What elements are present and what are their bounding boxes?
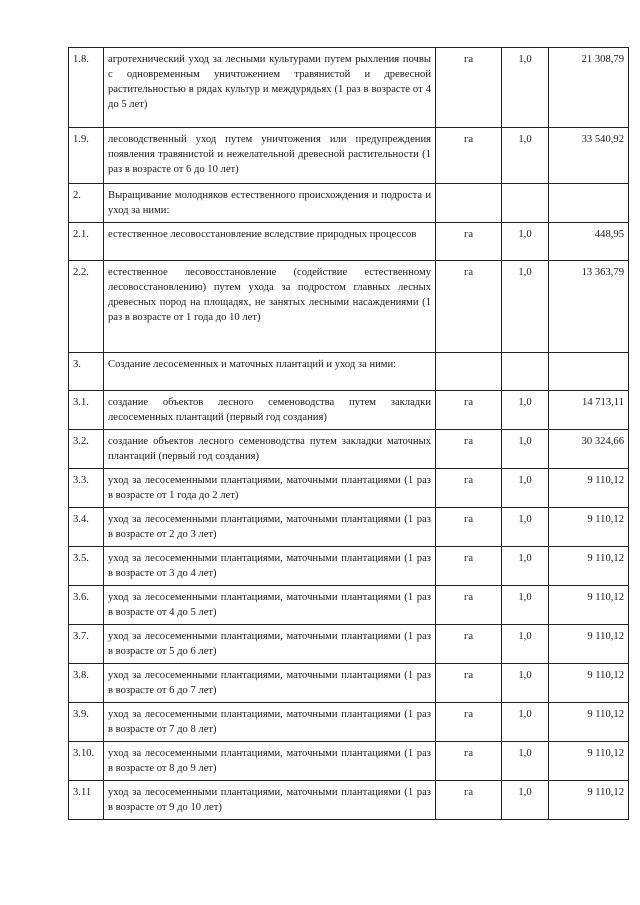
row-unit-cell: га	[436, 703, 502, 742]
row-price-cell	[549, 184, 629, 223]
table-row	[69, 742, 629, 781]
row-quantity-cell: 1,0	[502, 430, 549, 469]
row-description-cell: создание объектов лесного семеноводства путем закладки лесосеменных плантаций (первый год создания)	[104, 391, 436, 430]
row-unit-cell: га	[436, 547, 502, 586]
row-description-cell: лесоводственный уход путем уничтожения или предупреждения появления травянистой и нежелательной древесной растительности (1 раз в возрасте от 6 до 10 лет)	[104, 128, 436, 184]
row-quantity-cell: 1,0	[502, 261, 549, 353]
row-quantity-cell: 1,0	[502, 391, 549, 430]
row-price-cell: 9 110,12	[549, 586, 629, 625]
row-unit-cell: га	[436, 48, 502, 128]
row-price-cell: 33 540,92	[549, 128, 629, 184]
row-unit-cell	[436, 184, 502, 223]
rates-table	[68, 47, 629, 820]
row-number-cell: 3.1.	[69, 391, 104, 430]
row-price-cell: 9 110,12	[549, 508, 629, 547]
row-quantity-cell: 1,0	[502, 742, 549, 781]
row-price-cell: 9 110,12	[549, 742, 629, 781]
row-number-cell: 3.7.	[69, 625, 104, 664]
row-description-cell: уход за лесосеменными плантациями, маточными плантациями (1 раз в возрасте от 5 до 6 лет)	[104, 625, 436, 664]
row-description-cell: уход за лесосеменными плантациями, маточными плантациями (1 раз в возрасте от 3 до 4 лет)	[104, 547, 436, 586]
row-unit-cell: га	[436, 223, 502, 261]
row-quantity-cell: 1,0	[502, 223, 549, 261]
row-description-cell: уход за лесосеменными плантациями, маточными плантациями (1 раз в возрасте от 9 до 10 лет)	[104, 781, 436, 820]
table-row	[69, 469, 629, 508]
row-quantity-cell: 1,0	[502, 508, 549, 547]
rates-table-body	[69, 48, 629, 820]
row-quantity-cell: 1,0	[502, 586, 549, 625]
row-price-cell: 9 110,12	[549, 703, 629, 742]
table-row	[69, 353, 629, 391]
row-price-cell: 9 110,12	[549, 781, 629, 820]
table-row	[69, 430, 629, 469]
row-quantity-cell: 1,0	[502, 781, 549, 820]
row-number-cell: 3.5.	[69, 547, 104, 586]
row-unit-cell: га	[436, 742, 502, 781]
row-price-cell: 9 110,12	[549, 664, 629, 703]
row-quantity-cell: 1,0	[502, 128, 549, 184]
table-row	[69, 261, 629, 353]
row-unit-cell	[436, 353, 502, 391]
row-quantity-cell	[502, 353, 549, 391]
row-quantity-cell: 1,0	[502, 625, 549, 664]
row-description-cell: уход за лесосеменными плантациями, маточными плантациями (1 раз в возрасте от 2 до 3 лет)	[104, 508, 436, 547]
row-description-cell: Создание лесосеменных и маточных плантаций и уход за ними:	[104, 353, 436, 391]
row-description-cell: агротехнический уход за лесными культурами путем рыхления почвы с одновременным уничтожением травянистой и древесной растительностью в рядах культур и междурядьях (1 раз в возрасте от 4 до 5 лет)	[104, 48, 436, 128]
row-description-cell: уход за лесосеменными плантациями, маточными плантациями (1 раз в возрасте от 6 до 7 лет)	[104, 664, 436, 703]
table-row	[69, 703, 629, 742]
table-row	[69, 547, 629, 586]
row-number-cell: 3.10.	[69, 742, 104, 781]
row-unit-cell: га	[436, 781, 502, 820]
row-price-cell: 9 110,12	[549, 625, 629, 664]
row-price-cell: 9 110,12	[549, 469, 629, 508]
table-row	[69, 625, 629, 664]
table-row	[69, 508, 629, 547]
row-number-cell: 3.8.	[69, 664, 104, 703]
row-description-cell: уход за лесосеменными плантациями, маточными плантациями (1 раз в возрасте от 8 до 9 лет)	[104, 742, 436, 781]
row-unit-cell: га	[436, 508, 502, 547]
row-number-cell: 3.2.	[69, 430, 104, 469]
table-row	[69, 781, 629, 820]
row-description-cell: уход за лесосеменными плантациями, маточными плантациями (1 раз в возрасте от 7 до 8 лет)	[104, 703, 436, 742]
table-row	[69, 391, 629, 430]
row-quantity-cell: 1,0	[502, 48, 549, 128]
table-row	[69, 223, 629, 261]
row-price-cell: 30 324,66	[549, 430, 629, 469]
row-unit-cell: га	[436, 664, 502, 703]
row-price-cell: 448,95	[549, 223, 629, 261]
row-number-cell: 3.4.	[69, 508, 104, 547]
row-number-cell: 2.	[69, 184, 104, 223]
table-row	[69, 586, 629, 625]
row-description-cell: создание объектов лесного семеноводства путем закладки маточных плантаций (первый год создания)	[104, 430, 436, 469]
row-number-cell: 3.9.	[69, 703, 104, 742]
row-number-cell: 1.8.	[69, 48, 104, 128]
table-row	[69, 184, 629, 223]
row-quantity-cell: 1,0	[502, 469, 549, 508]
row-unit-cell: га	[436, 469, 502, 508]
row-number-cell: 3.3.	[69, 469, 104, 508]
row-description-cell: Выращивание молодняков естественного происхождения и подроста и уход за ними:	[104, 184, 436, 223]
row-price-cell: 14 713,11	[549, 391, 629, 430]
row-number-cell: 2.1.	[69, 223, 104, 261]
row-price-cell	[549, 353, 629, 391]
table-row	[69, 664, 629, 703]
row-number-cell: 3.	[69, 353, 104, 391]
row-quantity-cell: 1,0	[502, 547, 549, 586]
row-quantity-cell: 1,0	[502, 703, 549, 742]
row-description-cell: уход за лесосеменными плантациями, маточными плантациями (1 раз в возрасте от 4 до 5 лет)	[104, 586, 436, 625]
row-quantity-cell	[502, 184, 549, 223]
table-row	[69, 48, 629, 128]
table-row	[69, 128, 629, 184]
row-unit-cell: га	[436, 430, 502, 469]
row-unit-cell: га	[436, 391, 502, 430]
row-price-cell: 21 308,79	[549, 48, 629, 128]
row-unit-cell: га	[436, 625, 502, 664]
row-unit-cell: га	[436, 586, 502, 625]
row-description-cell: естественное лесовосстановление вследствие природных процессов	[104, 223, 436, 261]
row-number-cell: 3.6.	[69, 586, 104, 625]
row-unit-cell: га	[436, 128, 502, 184]
row-price-cell: 9 110,12	[549, 547, 629, 586]
row-description-cell: естественное лесовосстановление (содействие естественному лесовосстановлению) путем ухода за подростом главных лесных древесных пород на площадях, не занятых лесными насаждениями (1 раз в возрасте от 1 года до 10 лет)	[104, 261, 436, 353]
row-price-cell: 13 363,79	[549, 261, 629, 353]
row-number-cell: 2.2.	[69, 261, 104, 353]
row-unit-cell: га	[436, 261, 502, 353]
row-number-cell: 1.9.	[69, 128, 104, 184]
row-quantity-cell: 1,0	[502, 664, 549, 703]
row-description-cell: уход за лесосеменными плантациями, маточными плантациями (1 раз в возрасте от 1 года до 2 лет)	[104, 469, 436, 508]
row-number-cell: 3.11	[69, 781, 104, 820]
